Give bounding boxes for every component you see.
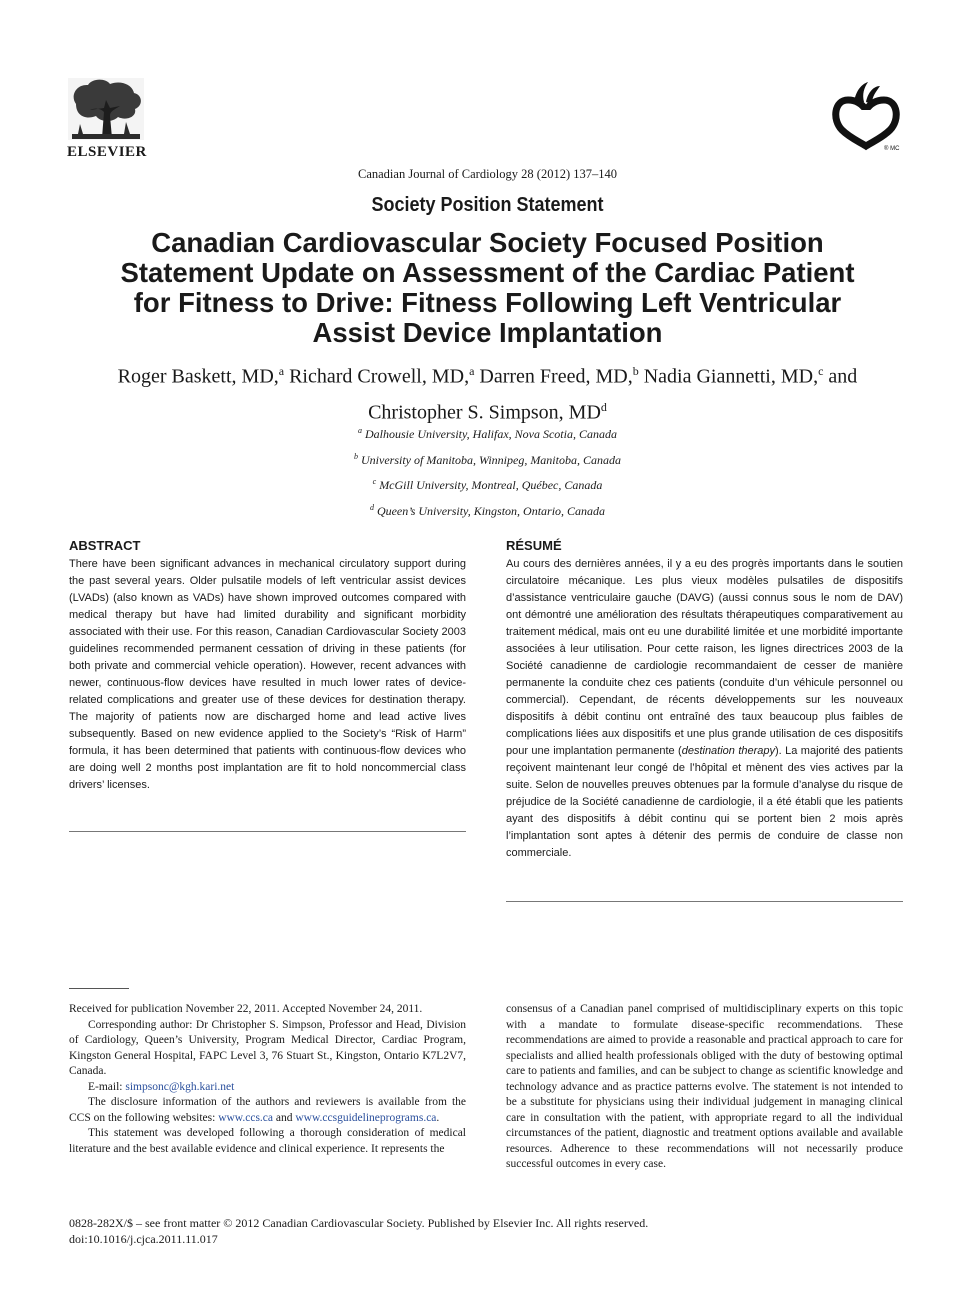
affiliation-text: Dalhousie University, Halifax, Nova Scotia, Canada xyxy=(365,427,617,441)
author-name[interactable]: Richard Crowell, MD, xyxy=(289,365,470,388)
publisher-name: ELSEVIER xyxy=(67,144,147,160)
journal-reference: Canadian Journal of Cardiology 28 (2012) 137–140 xyxy=(358,167,617,181)
affiliation-label: b xyxy=(354,451,358,461)
article-title: Canadian Cardiovascular Society Focused Position Statement Update on Assessment of the Cardiac Patient for Fitness to Drive: Fitness Following Left Ventricular Assist Device Implantation xyxy=(120,227,855,348)
footnotes-right: consensus of a Canadian panel comprised of multidisciplinary experts on this topic with a mandate to formulate disease-specific recommendations. These recommendations are aimed to provide a reasonable and practical approach to care for specialists and allied health professionals obliged with the duty of bestowing optimal care to patients and families, and can be subject to change as scientific knowledge and technology advance and as practice patterns evolve. The statement is not intended to be a substitute for physicians using their individual judgement in managing clinical care in consultation with the patient, with appropriate regard to all the individual circumstances of the patient, diagnostic and treatment options available and available resources. Adherence to these recommendations will not necessarily produce successful outcomes in every case. xyxy=(506,1003,903,1170)
author-affiliation-mark: c xyxy=(818,364,824,378)
resume-text-part: Au cours des dernières années, il y a eu des progrès importants dans le soutien circulatoire mécanique. Les plus vieux modèles pulsatiles de dispositifs d’assistance ventriculaire gauche (DAVG) (aussi connus sous le nom de DAV) ont démontré une amélioration des résultats thérapeutiques comparativement au traitement médical, mais ont eu une durabilité limitée et une morbidité importante associées à leur utilisation. Pour cette raison, les lignes directrices 2003 de la Société canadienne de cardiologie recommandaient de cesser de manière permanente la conduite chez ces patients (conduite d’un véhicule personnel ou commercial). Cependant, de récents développements sur les nouveaux dispositifs à débit continu ont entraîné des taux beaucoup plus faibles de complications liées aux dispositifs et une plus grande utilisation de ces dispositifs pour une implantation permanente ( xyxy=(506,558,903,757)
disclosure-text: The disclosure information of the authors and reviewers is available from the CCS on the following websites: xyxy=(69,1096,466,1124)
abstract-divider xyxy=(69,831,466,832)
corresponding-note: Corresponding author: Dr Christopher S. Simpson, Professor and Head, Division of Cardiology, Queen’s University, Program Medical Director, Cardiac Program, Kingston General Hospital, FAPC Level 3, 76 Stuart St., Kingston, Ontario K7L2V7, Canada. xyxy=(69,1018,466,1077)
article-type: Society Position Statement xyxy=(371,194,604,216)
affiliation-label: d xyxy=(369,502,374,512)
resume-divider xyxy=(506,901,903,902)
society-mark: ® MC xyxy=(884,146,900,152)
email-note xyxy=(69,1080,466,1096)
affiliation-text: University of Manitoba, Winnipeg, Manitoba, Canada xyxy=(361,452,621,467)
doi-line[interactable]: doi:10.1016/j.cjca.2011.11.017 xyxy=(69,1232,218,1246)
author-affiliation-mark: d xyxy=(600,399,607,414)
punctuation: . xyxy=(436,1111,440,1124)
author-conjunction: and xyxy=(828,365,858,388)
disclosure-note xyxy=(69,1095,466,1126)
affiliation-item xyxy=(0,471,975,497)
statement-note: This statement was developed following a thorough consideration of medical literature and the best available evidence and clinical experience. It represents the xyxy=(69,1127,466,1155)
affiliation-list xyxy=(0,420,975,522)
author-affiliation-mark: b xyxy=(632,364,639,378)
affiliation-item xyxy=(0,420,975,446)
email-label: E-mail: xyxy=(88,1080,123,1093)
resume-heading: RÉSUMÉ xyxy=(506,538,562,553)
ccs-website-link[interactable]: www.ccs.ca xyxy=(218,1111,273,1124)
ccs-guidelines-link[interactable]: www.ccsguidelineprograms.ca xyxy=(295,1111,437,1124)
author-list xyxy=(60,356,915,427)
abstract-heading: ABSTRACT xyxy=(69,538,141,553)
conjunction-text: and xyxy=(275,1111,293,1124)
copyright-line: 0828-282X/$ – see front matter © 2012 Canadian Cardiovascular Society. Published by Elsevier Inc. All rights reserved. xyxy=(69,1216,649,1230)
author-name[interactable]: Darren Freed, MD, xyxy=(479,365,633,388)
copyright-block xyxy=(69,1215,648,1247)
author-name[interactable]: Christopher S. Simpson, MD xyxy=(368,401,601,424)
email-link[interactable]: simpsonc@kgh.kari.net xyxy=(125,1080,235,1093)
received-note: Received for publication November 22, 2011. Accepted November 24, 2011. xyxy=(69,1003,423,1015)
footnotes-left xyxy=(69,1002,466,1157)
affiliation-item xyxy=(0,446,975,472)
author-affiliation-mark: a xyxy=(278,364,285,378)
resume-italic-term: destination therapy xyxy=(681,745,776,757)
ccs-heart-logo-icon xyxy=(826,80,906,152)
author-name[interactable]: Roger Baskett, MD, xyxy=(117,365,279,388)
author-name[interactable]: Nadia Giannetti, MD, xyxy=(643,365,819,388)
resume-text xyxy=(506,556,903,862)
footnote-divider xyxy=(69,988,129,989)
affiliation-text: McGill University, Montreal, Québec, Canada xyxy=(379,478,603,492)
author-affiliation-mark: a xyxy=(469,364,475,378)
affiliation-item xyxy=(0,497,975,523)
affiliation-label: a xyxy=(358,426,362,435)
resume-text-part: ). La majorité des patients reçoivent maintenant leur congé de l’hôpital et mènent des vies actives par la suite. Selon de nouvelles preuves obtenues par la formule d’analyse du risque de préjudice de la Société canadienne de cardiologie, il a été établi que les patients ayant des dispositifs à débit continu qui se portent bien 2 mois après l’implantation sont aptes à détenir des permis de conduire de classe non commerciale. xyxy=(506,745,903,859)
affiliation-text: Queen’s University, Kingston, Ontario, Canada xyxy=(376,503,606,518)
abstract-text: There have been significant advances in mechanical circulatory support during the past several years. Older pulsatile models of left ventricular assist devices (LVADs) (also known as VADs) have shown improved outcomes compared with medical therapy but have had limited durability and significant morbidity associated with their use. For this reason, Canadian Cardiovascular Society 2003 guidelines recommended permanent cessation of driving in these patients (for both private and commercial vehicle operation). However, recent advances with newer, continuous-flow devices have resulted in much lower rates of device-related complications and greater use of these devices for destination therapy. The majority of patients now are discharged home and lead active lives subsequently. Based on new evidence applied to the Society’s “Risk of Harm” formula, it has been determined that patients with continuous-flow devices who are doing well 2 months post implantation are fit to hold noncommercial class drivers’ licenses. xyxy=(69,558,466,791)
affiliation-label: c xyxy=(372,477,377,486)
tree-logo-icon xyxy=(66,78,146,144)
